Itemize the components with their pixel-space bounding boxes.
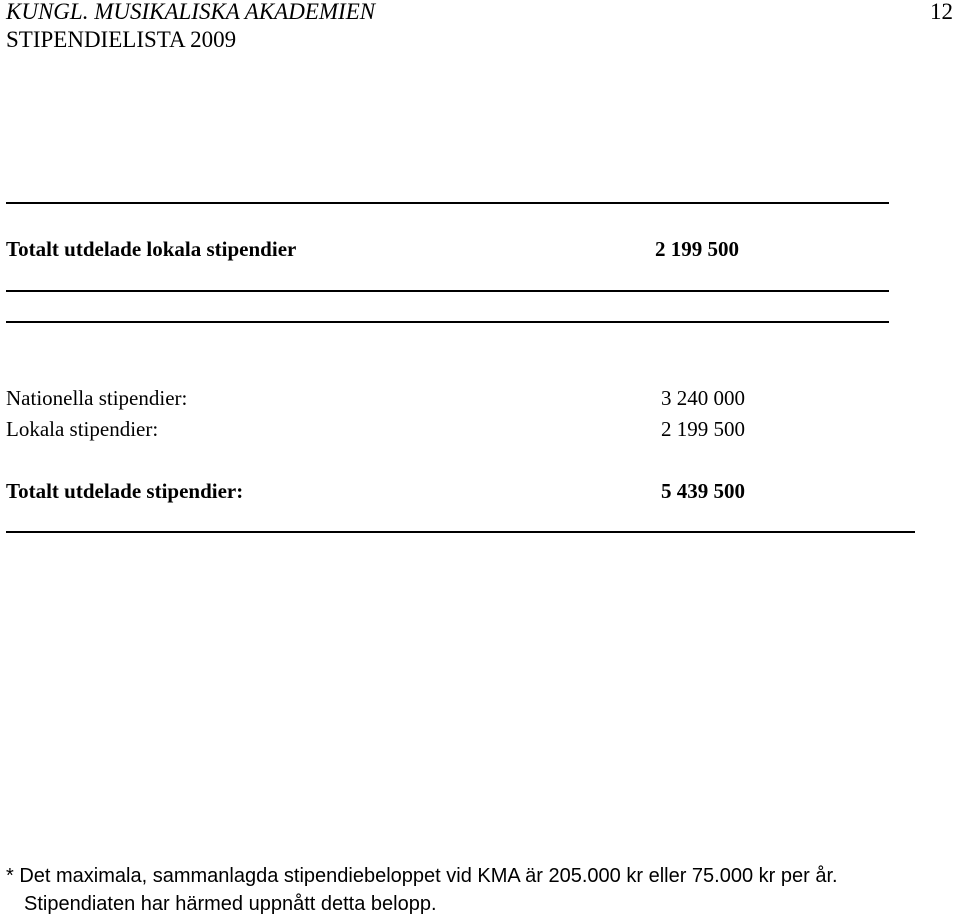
divider-rule (6, 202, 889, 204)
divider-rule (6, 531, 915, 533)
header-title: STIPENDIELISTA 2009 (6, 27, 237, 52)
local-stipends-label: Lokala stipendier: (6, 417, 159, 441)
divider-rule (6, 321, 889, 323)
local-total-value: 2 199 500 (655, 237, 739, 261)
divider-rule (6, 290, 889, 292)
grand-total-label: Totalt utdelade stipendier: (6, 479, 244, 503)
grand-total-value: 5 439 500 (661, 479, 745, 503)
header-organization: KUNGL. MUSIKALISKA AKADEMIEN (6, 0, 376, 24)
national-stipends-label: Nationella stipendier: (6, 386, 188, 410)
page-number: 12 (930, 0, 953, 24)
local-stipends-value: 2 199 500 (661, 417, 745, 441)
local-total-label: Totalt utdelade lokala stipendier (6, 237, 297, 261)
footnote-line-1: * Det maximala, sammanlagda stipendiebeloppet vid KMA är 205.000 kr eller 75.000 kr per år. (6, 865, 838, 887)
footnote-line-2: Stipendiaten har härmed uppnått detta belopp. (24, 893, 437, 915)
national-stipends-value: 3 240 000 (661, 386, 745, 410)
